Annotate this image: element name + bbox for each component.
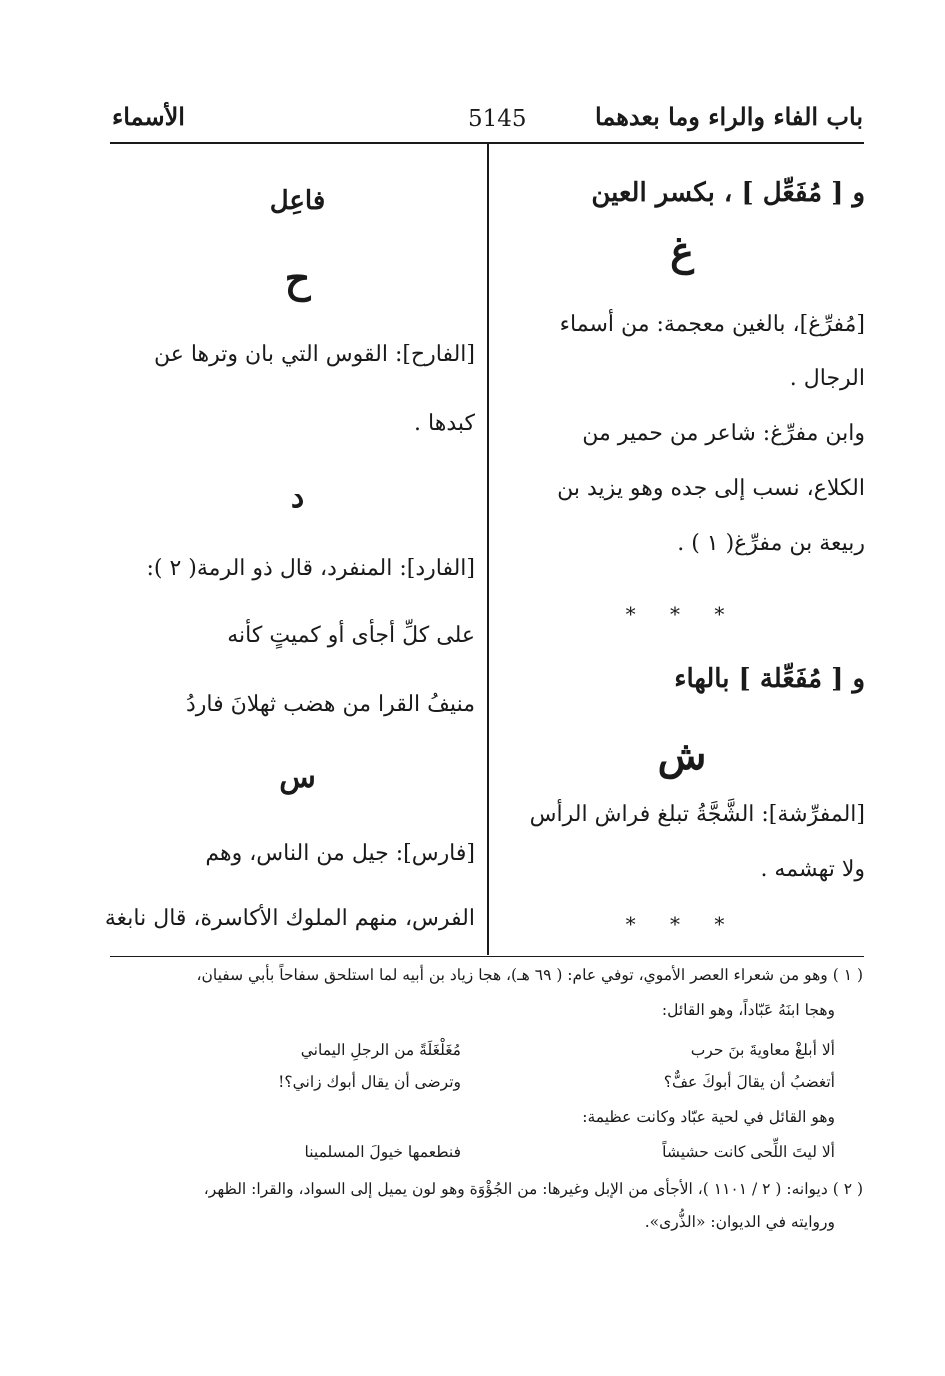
left-letter-dal: د [290,480,305,515]
column-divider [487,143,489,955]
entry-line: [المفرِّشة]: الشَّجَّةُ تبلغ فراش الرأس [529,802,865,827]
entry-line: ربيعة بن مفرِّغ( ١ ) . [677,531,865,556]
footnote-2: ( ٢ ) ديوانه: ( ٢ / ١١٠١ )، الأجأى من الإبل وغيرها: من الجُؤْوَة وهو لون يميل إلى السواد، والقرا: الظهر، [203,1180,863,1198]
verse-line: منيفُ القرا من هضب ثهلانَ فاردُ [186,692,475,717]
right-heading-mufaila: و [ مُفَعِّلة ] بالهاء [674,664,865,694]
footnote-2-cont: وروايته في الديوان: «الذُّرى». [644,1213,835,1231]
verse-hemistich: فنطعمها خيولَ المسلمينا [304,1143,461,1161]
footnote-rule [110,956,864,957]
verse-hemistich: ألا أبلغْ معاويةَ بنَ حرب [690,1041,835,1059]
entry-line: وابن مفرِّغ: شاعر من حمير من [582,421,865,446]
footnote-1-cont: وهجا ابنَهُ عَبّاداً، وهو القائل: [661,1001,835,1019]
left-heading-faail: فاعِل [269,186,326,216]
right-heading-mufaail: و [ مُفَعِّل ] ، بكسر العين [591,178,865,208]
entry-line: الكلاع، نسب إلى جده وهو يزيد بن [557,476,865,501]
footnote-1-cont: وهو القائل في لحية عبّاد وكانت عظيمة: [582,1108,835,1126]
chapter-title: باب الفاء والراء وما بعدهما [595,102,863,131]
verse-hemistich: وترضى أن يقال أبوك زاني؟! [278,1073,461,1091]
entry-line: [الفارح]: القوس التي بان وترها عن [153,342,475,367]
entry-line: الفرس، منهم الملوك الأكاسرة، قال نابغة [104,906,475,931]
footnote-1: ( ١ ) وهو من شعراء العصر الأموي، توفي عام: ( ٦٩ هـ)، هجا زياد بن أبيه لما استلحق سفاحاً بأبي سفيان، [196,966,863,984]
section-title: الأسماء [112,102,185,131]
entry-line: ولا تهشمه . [760,857,865,882]
verse-hemistich: أتغضبُ أن يقالَ أبوكَ عفٌّ؟ [663,1073,835,1091]
left-letter-haa: ح [284,255,311,302]
verse-hemistich: ألا ليتَ اللِّحى كانت حشيشاً [662,1143,835,1161]
entry-line: [فارس]: جيل من الناس، وهم [205,841,475,866]
separator-stars: * * * [625,912,739,936]
right-letter-ghain: غ [670,228,694,275]
entry-line: [الفارد]: المنفرد، قال ذو الرمة( ٢ ): [146,556,475,581]
separator-stars: * * * [625,602,739,626]
entry-line: الرجال . [789,366,865,391]
verse-line: على كلِّ أجأى أو كميتٍ كأنه [227,623,475,648]
entry-line: كبدها . [414,411,475,436]
entry-line: [مُفرِّغ]، بالغين معجمة: من أسماء [559,312,865,337]
page-number: 5145 [468,106,527,132]
verse-hemistich: مُغَلْغَلَةً من الرجلِ اليماني [300,1041,461,1059]
right-letter-shin: ش [657,732,707,779]
left-letter-sin: س [279,760,316,795]
